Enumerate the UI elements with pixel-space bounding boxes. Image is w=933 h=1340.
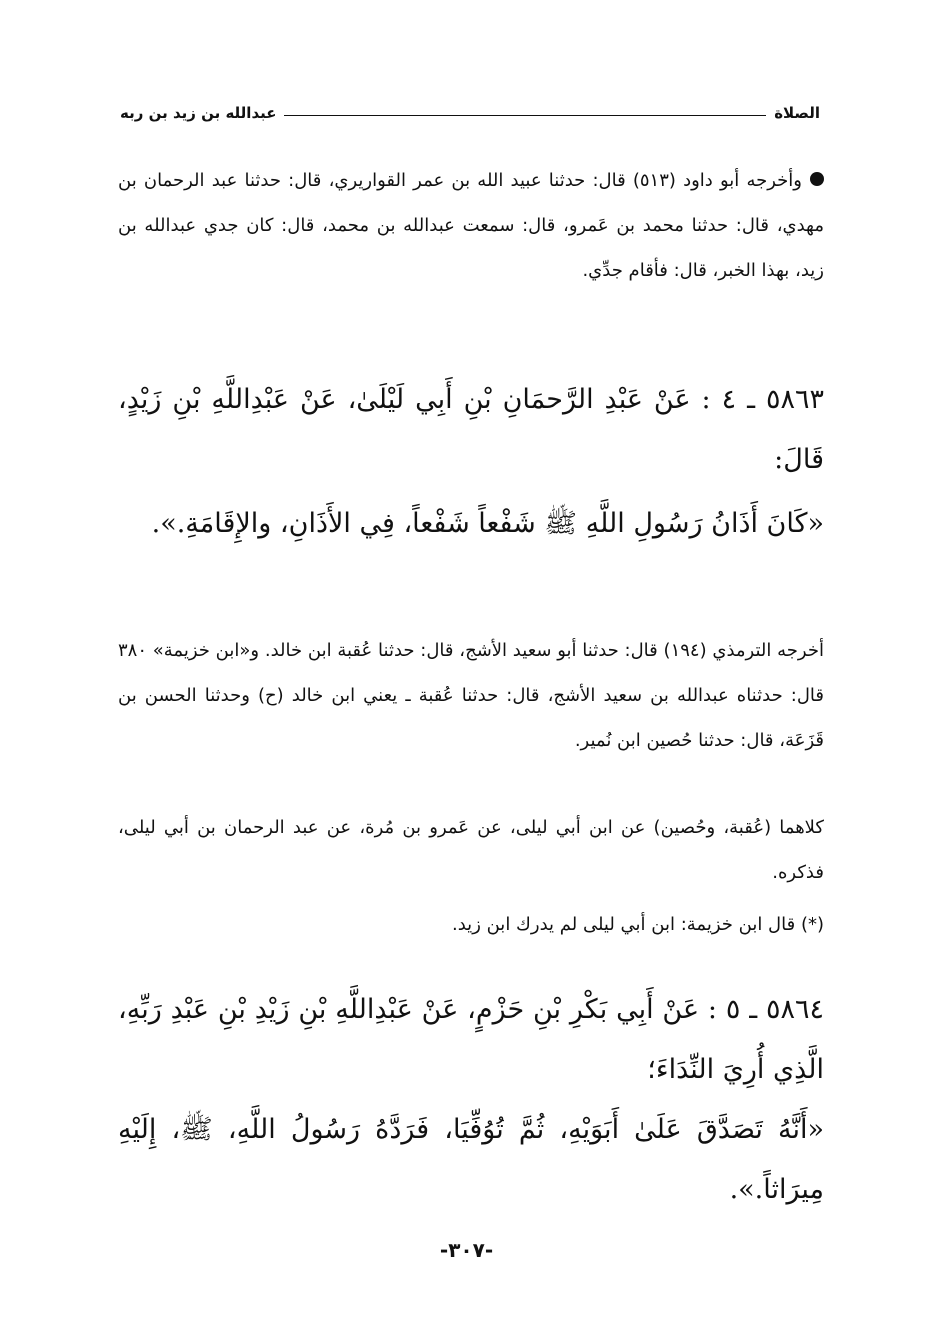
- takhrij-abudawud-paragraph: [118, 158, 824, 293]
- takhrij-abudawud-text: وأخرجه أبو داود (٥١٣) قال: حدثنا عبيد الله بن عمر القواريري، قال: حدثنا عبد الرحمان بن مهدي، قال: حدثنا محمد بن عَمرو، قال: سمعت عبدالله بن محمد، قال: كان جدي عبدالله بن زيد، بهذا الخبر، قال: فأقام جدِّي.: [118, 170, 824, 281]
- running-header: [120, 100, 820, 126]
- bullet-icon: [810, 172, 824, 186]
- header-companion-name: عبدالله بن زيد بن ربه: [120, 104, 277, 122]
- hadith-5863-matn: «كَانَ أَذَانُ رَسُولِ اللَّهِ ﷺ شَفْعاً شَفْعاً، فِي الأَذَانِ، والإِقَامَةِ.».: [151, 508, 824, 539]
- hadith-5864-isnad: ٥٨٦٤ ـ ٥ : عَنْ أَبِي بَكْرِ بْنِ حَزْمٍ، عَنْ عَبْدِاللَّهِ بْنِ زَيْدِ بْنِ عَبْدِ رَبِّهِ، الَّذِي أُرِيَ النِّدَاءَ؛: [118, 994, 824, 1085]
- hadith-5863-takhrij-2: كلاهما (عُقبة، وحُصين) عن ابن أبي ليلى، عن عَمرو بن مُرة، عن عبد الرحمان بن أبي ليلى، فذكره.: [118, 817, 824, 883]
- hadith-5864-matn: «أَنَّهُ تَصَدَّقَ عَلَىٰ أَبَوَيْهِ، ثُمَّ تُوُفِّيَا، فَرَدَّهُ رَسُولُ اللَّهِ، ﷺ، إِلَيْهِ مِيرَاثاً.».: [118, 1114, 824, 1205]
- hadith-5863-takhrij-1: أخرجه الترمذي (١٩٤) قال: حدثنا أبو سعيد الأشج، قال: حدثنا عُقبة ابن خالد. و«ابن خزيمة» ٣٨٠ قال: حدثناه عبدالله بن سعيد الأشج، قال: حدثنا عُقبة ـ يعني ابن خالد (ح) وحدثنا الحسن بن قَزَعَة، قال: حدثنا حُصين ابن نُمير.: [118, 640, 824, 751]
- header-chapter-title: الصلاة: [774, 104, 820, 122]
- header-rule: [284, 115, 766, 116]
- hadith-5863-isnad: ٥٨٦٣ ـ ٤ : عَنْ عَبْدِ الرَّحمَانِ بْنِ أَبِي لَيْلَىٰ، عَنْ عَبْدِاللَّهِ بْنِ زَيْدٍ، قَالَ:: [118, 384, 824, 475]
- hadith-5863-note: (*) قال ابن خزيمة: ابن أبي ليلى لم يدرك ابن زيد.: [452, 914, 824, 935]
- page-number: -٣٠٧-: [439, 1238, 494, 1262]
